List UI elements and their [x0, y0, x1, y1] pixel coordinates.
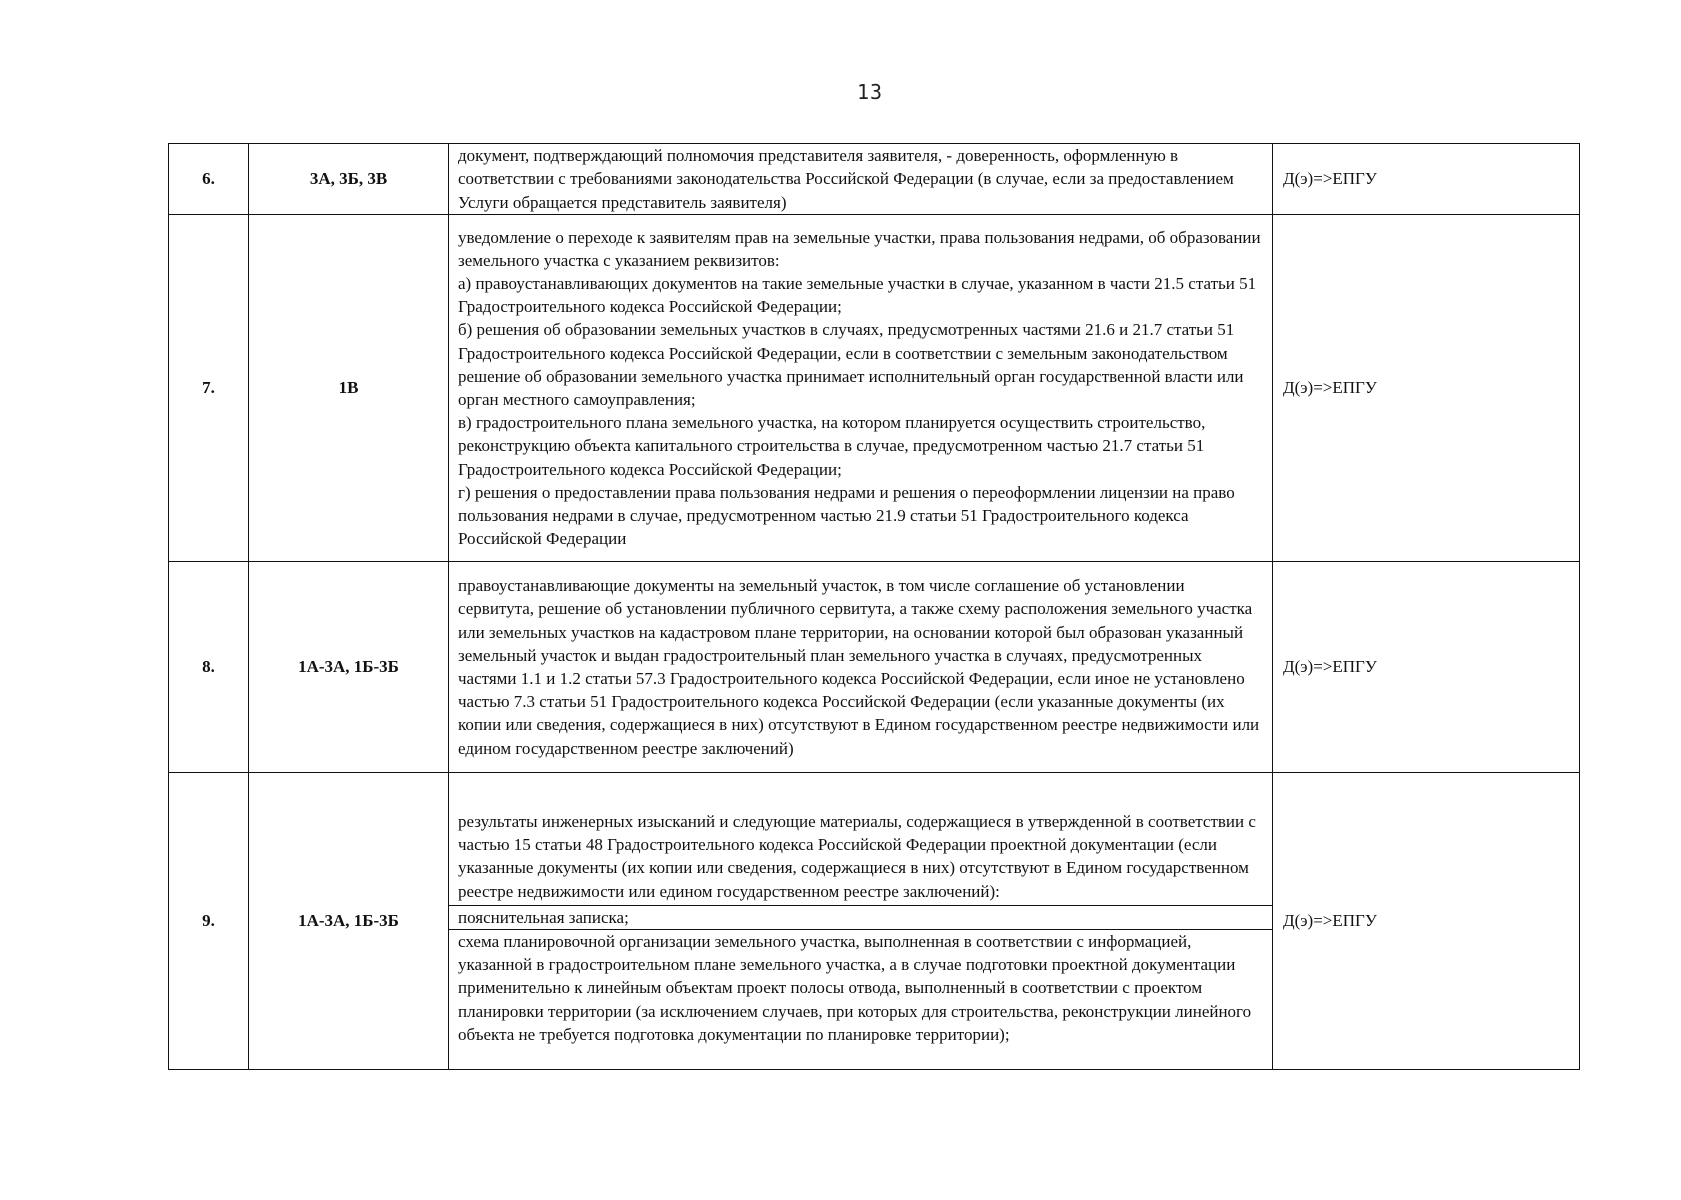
row-description — [449, 562, 1273, 773]
table-row — [169, 215, 1580, 562]
description-item-a: а) правоустанавливающих документов на такие земельные участки в случае, указанном в части 21.5 статьи 51 Градостроительного кодекса Российской Федерации; — [458, 273, 1257, 317]
row-destination: Д(э)=>ЕПГУ — [1273, 144, 1580, 215]
table-row — [169, 144, 1580, 215]
row-description — [449, 215, 1273, 562]
table-row — [169, 562, 1580, 773]
table-row — [169, 773, 1580, 1070]
row-code: 1В — [249, 215, 449, 562]
row-number: 7. — [169, 215, 249, 562]
row-destination: Д(э)=>ЕПГУ — [1273, 773, 1580, 1070]
row-description — [449, 144, 1273, 215]
row-number: 6. — [169, 144, 249, 215]
row-description — [449, 773, 1273, 1070]
requirements-table — [168, 143, 1580, 1070]
description-paragraph: документ, подтверждающий полномочия представителя заявителя, - доверенность, оформленную в соответствии с требованиями законодательства Российской Федерации (в случае, если за предоставлением Услуги обращается представитель заявителя) — [458, 146, 1234, 212]
description-subcell-site-plan: схема планировочной организации земельного участка, выполненная в соответствии с информацией, указанной в градостроительном плане земельного участка, а в случае подготовки проектной документации применительно к линейным объектам проект полосы отвода, выполненный в соответствии с проектом планировки территории (за исключением случаев, при которых для строительства, реконструкции линейного объекта не требуется подготовка документации по планировке территории); — [449, 929, 1272, 1046]
description-subcell-results: результаты инженерных изысканий и следующие материалы, содержащиеся в утвержденной в соответствии с частью 15 статьи 48 Градостроительного кодекса Российской Федерации проектной документации (если указанные документы (их копии или сведения, содержащиеся в них) отсутствуют в Едином государственном реестре недвижимости или едином государственном реестре заключений): — [458, 811, 1256, 901]
row-number: 9. — [169, 773, 249, 1070]
description-paragraph: уведомление о переходе к заявителям прав на земельные участки, права пользования недрами, об образовании земельного участка с указанием реквизитов: — [458, 227, 1261, 270]
row-code: 1А-3А, 1Б-3Б — [249, 773, 449, 1070]
row-number: 8. — [169, 562, 249, 773]
description-item-b: б) решения об образовании земельных участков в случаях, предусмотренных частями 21.6 и 21.7 статьи 51 Градостроительного кодекса Российской Федерации, если в соответствии с земельным законодательством решение об образовании земельного участка принимает исполнительный орган государственной власти или орган местного самоуправления; — [458, 320, 1244, 409]
page-number: 13 — [856, 80, 884, 104]
description-item-g: г) решения о предоставлении права пользования недрами и решения о переоформлении лицензии на право пользования недрами в случае, предусмотренном частью 21.9 статьи 51 Градостроительного кодекса Российской Федерации — [458, 482, 1235, 549]
description-item-v: в) градостроительного плана земельного участка, на котором планируется осуществить строительство, реконструкцию объекта капитального строительства в случае, предусмотренном частью 21.7 статьи 51 Градостроительного кодекса Российской Федерации; — [458, 413, 1206, 479]
row-code: 1А-3А, 1Б-3Б — [249, 562, 449, 773]
row-destination: Д(э)=>ЕПГУ — [1273, 562, 1580, 773]
row-destination: Д(э)=>ЕПГУ — [1273, 215, 1580, 562]
row-code: 3А, 3Б, 3В — [249, 144, 449, 215]
description-paragraph: правоустанавливающие документы на земельный участок, в том числе соглашение об установлении сервитута, решение об установлении публичного сервитута, а также схему расположения земельного участка или земельных участков на кадастровом плане территории, на основании которой был образован указанный земельный участок и выдан градостроительный план земельного участка в случаях, предусмотренных частями 1.1 и 1.2 статьи 57.3 Градостроительного кодекса Российской Федерации, если иное не установлено частью 7.3 статьи 51 Градостроительного кодекса Российской Федерации (если указанные документы (их копии или сведения, содержащиеся в них) отсутствуют в Едином государственном реестре недвижимости или едином государственном реестре заключений) — [458, 576, 1260, 758]
description-subcell-explanatory-note: пояснительная записка; — [449, 905, 1272, 929]
